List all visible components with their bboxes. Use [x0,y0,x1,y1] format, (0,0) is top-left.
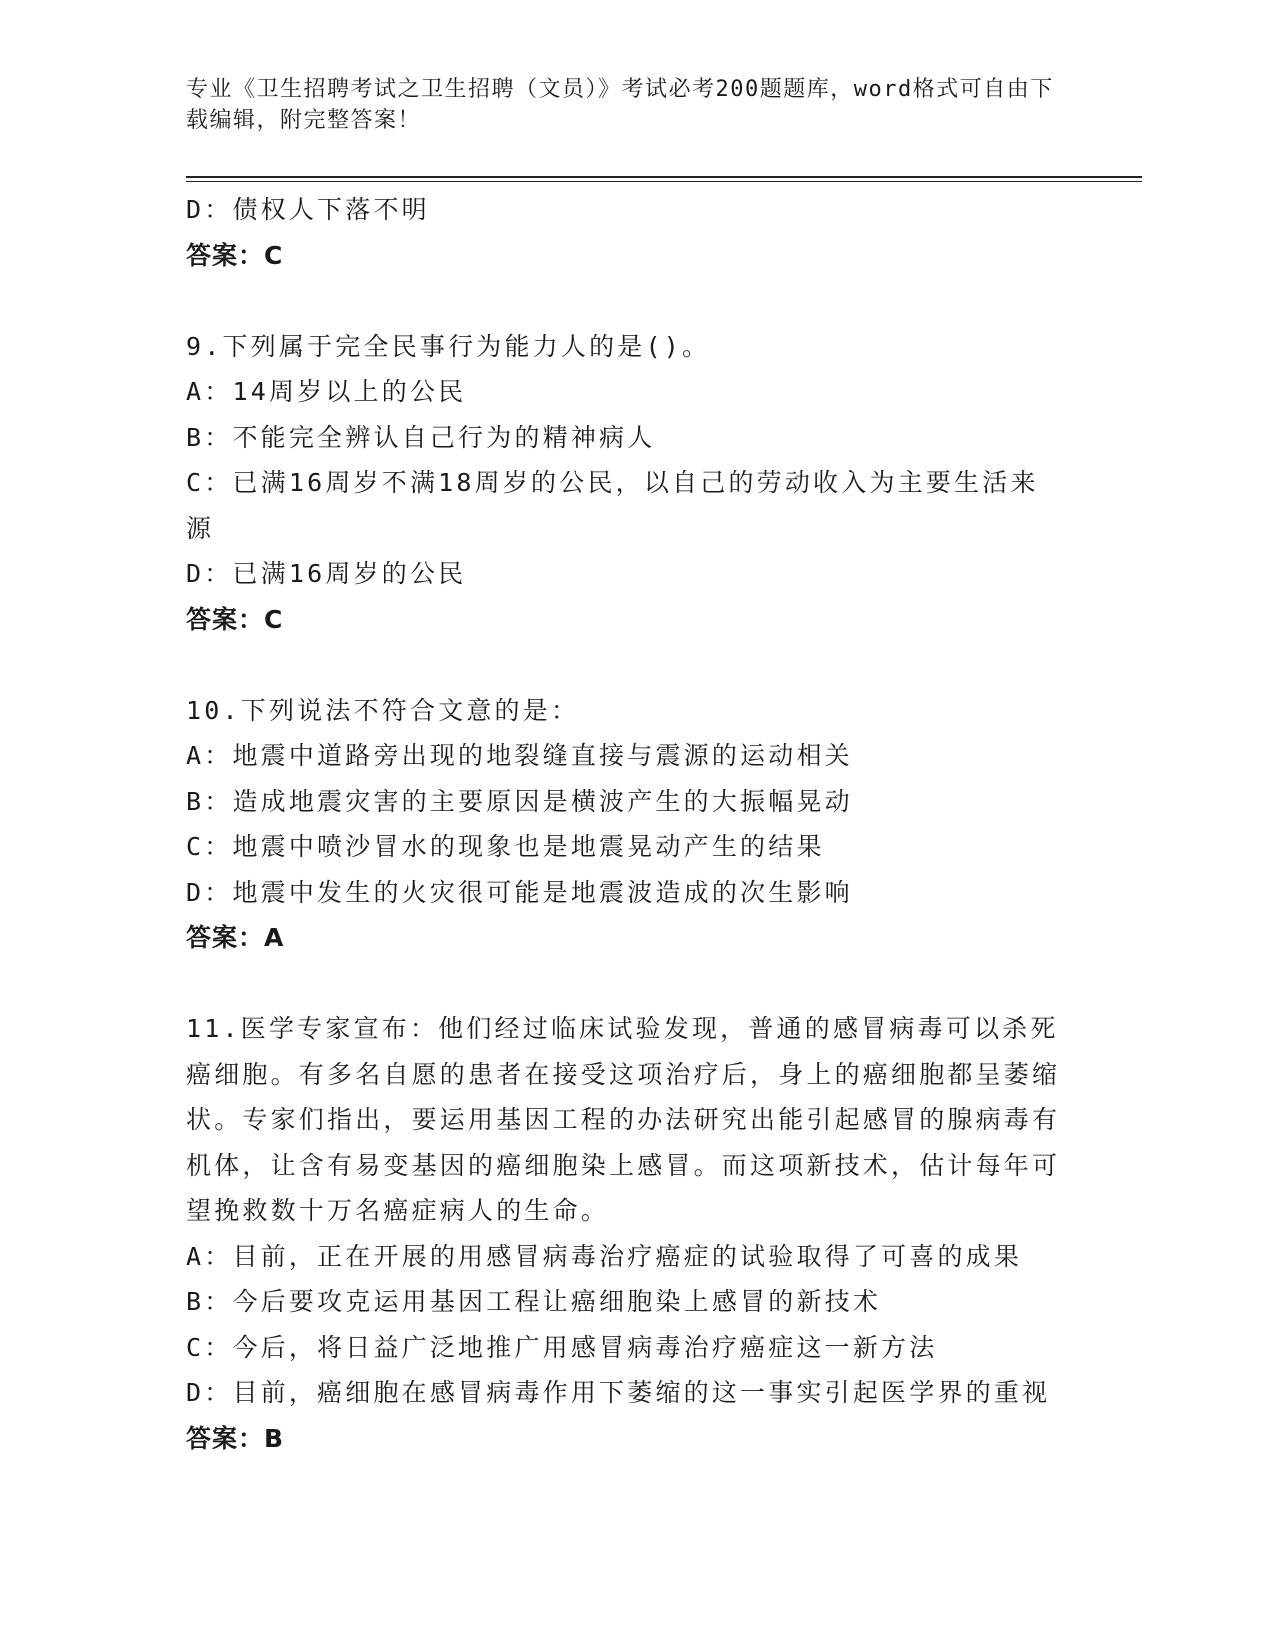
question-list [186,187,1066,1461]
spacer [186,961,1066,1007]
option-d: D：债权人下落不明 [186,195,430,224]
header-title: 专业《卫生招聘考试之卫生招聘（文员）》考试必考200题题库，word格式可自由下载编辑，附完整答案！ [186,77,1054,133]
option-d: D：已满16周岁的公民 [186,559,467,588]
spacer [186,278,1066,324]
option-d: D：目前，癌细胞在感冒病毒作用下萎缩的这一事实引起医学界的重视 [186,1378,1051,1407]
header-divider-thin [186,181,1142,182]
spacer [186,642,1066,688]
option-b: B：造成地震灾害的主要原因是横波产生的大振幅晃动 [186,786,853,816]
option-b: B：今后要攻克运用基因工程让癌细胞染上感冒的新技术 [186,1287,882,1316]
question-text: 9.下列属于完全民事行为能力人的是()。 [186,331,711,361]
option-d: D：地震中发生的火灾很可能是地震波造成的次生影响 [186,877,853,907]
answer-label: 答案：C [186,240,284,270]
option-a: A：14周岁以上的公民 [186,377,467,406]
option-a: A：目前，正在开展的用感冒病毒治疗癌症的试验取得了可喜的成果 [186,1241,1023,1271]
option-a: A：地震中道路旁出现的地裂缝直接与震源的运动相关 [186,741,853,770]
question-10 [186,688,1066,961]
option-b: B：不能完全辨认自己行为的精神病人 [186,422,656,452]
question-8-tail [186,187,1066,278]
answer-label: 答案：C [186,604,284,634]
answer-label: 答案：A [186,923,285,952]
header-divider-thick [186,176,1142,178]
answer-label: 答案：B [186,1423,285,1453]
question-text: 11.医学专家宣布：他们经过临床试验发现，普通的感冒病毒可以杀死癌细胞。有多名自愿的患者在接受这项治疗后，身上的癌细胞都呈萎缩状。专家们指出，要运用基因工程的办法研究出能引起感冒的腺病毒有机体，让含有易变基因的癌细胞染上感冒。而这项新技术，估计每年可望挽救数十万名癌症病人的生命。 [186,1014,1061,1225]
option-c: C：今后，将日益广泛地推广用感冒病毒治疗癌症这一新方法 [186,1332,938,1362]
document-header [186,74,1066,136]
question-text: 10.下列说法不符合文意的是： [186,695,580,725]
question-9 [186,324,1066,643]
question-11 [186,1006,1066,1461]
option-c: C：地震中喷沙冒水的现象也是地震晃动产生的结果 [186,832,825,861]
option-c: C：已满16周岁不满18周岁的公民，以自己的劳动收入为主要生活来源 [186,468,1039,543]
